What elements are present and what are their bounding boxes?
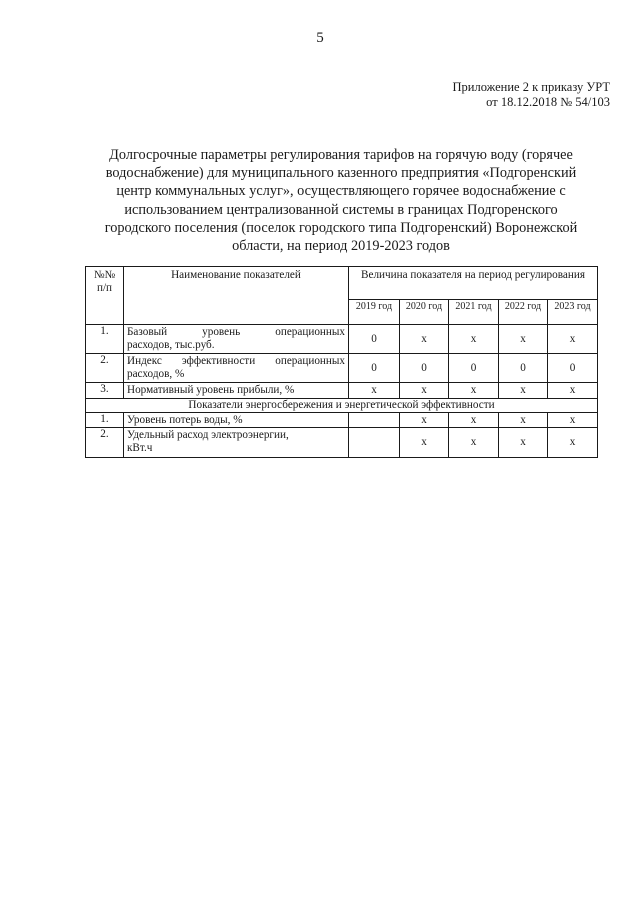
value-cell [349, 428, 400, 458]
title-line-3: центр коммунальных услуг», осуществляющего горячее водоснабжение с [116, 183, 566, 200]
row-name-line-2: расходов, тыс.руб. [127, 338, 215, 351]
title-line-6: области, на период 2019-2023 годов [232, 238, 450, 255]
table-row [86, 325, 598, 354]
row-name: Нормативный уровень прибыли, % [124, 383, 349, 399]
appendix-line-2: от 18.12.2018 № 54/103 [486, 95, 610, 109]
row-name-line-1: Удельный расход электроэнергии, [127, 429, 289, 441]
value-cell: x [400, 383, 449, 399]
header-value: Величина показателя на период регулирования [349, 267, 598, 300]
value-cell: x [499, 383, 548, 399]
value-cell: 0 [548, 354, 598, 383]
header-year-2023: 2023 год [548, 300, 598, 325]
table-row [86, 412, 598, 428]
appendix-reference [453, 80, 611, 110]
value-cell: x [499, 412, 548, 428]
header-year-2020: 2020 год [400, 300, 449, 325]
title-line-4: использованием централизованной системы в границах Подгоренского [124, 201, 558, 218]
value-cell: x [548, 325, 598, 354]
header-name: Наименование показателей [124, 267, 349, 325]
value-cell: x [499, 428, 548, 458]
value-cell: x [548, 412, 598, 428]
row-name [124, 354, 349, 383]
value-cell: 0 [499, 354, 548, 383]
value-cell [349, 412, 400, 428]
row-name-line-2: расходов, % [127, 367, 185, 380]
value-cell: x [548, 428, 598, 458]
value-cell: 0 [349, 354, 400, 383]
value-cell: x [400, 412, 449, 428]
value-cell: x [449, 428, 499, 458]
value-cell: x [449, 412, 499, 428]
value-cell: x [499, 325, 548, 354]
value-cell: x [400, 428, 449, 458]
section-header-row [86, 398, 598, 412]
row-num: 2. [86, 428, 124, 458]
header-num: №№ п/п [86, 267, 124, 325]
value-cell: x [449, 383, 499, 399]
header-year-2021: 2021 год [449, 300, 499, 325]
title-line-2: водоснабжение) для муниципального казенного предприятия «Подгоренский [105, 165, 577, 182]
document-title [86, 146, 596, 255]
row-num: 1. [86, 325, 124, 354]
value-cell: 0 [449, 354, 499, 383]
row-name-line-2: кВт.ч [127, 441, 153, 454]
value-cell: 0 [400, 354, 449, 383]
row-num: 2. [86, 354, 124, 383]
value-cell: x [349, 383, 400, 399]
row-num: 1. [86, 412, 124, 428]
table-row [86, 428, 598, 458]
row-name-line-1: Индекс эффективности операционных [127, 355, 345, 367]
page-number: 5 [316, 30, 324, 46]
value-cell: x [400, 325, 449, 354]
title-line-5: городского поселения (поселок городского типа Подгоренский) Воронежской [104, 219, 578, 236]
row-name-line-1: Базовый уровень операционных [127, 326, 345, 338]
row-num: 3. [86, 383, 124, 399]
value-cell: x [449, 325, 499, 354]
value-cell: 0 [349, 325, 400, 354]
appendix-line-1: Приложение 2 к приказу УРТ [452, 80, 610, 94]
header-year-2019: 2019 год [349, 300, 400, 325]
parameters-table [85, 266, 598, 458]
value-cell: x [548, 383, 598, 399]
row-name [124, 428, 349, 458]
row-name: Уровень потерь воды, % [124, 412, 349, 428]
table-row [86, 354, 598, 383]
title-line-1: Долгосрочные параметры регулирования тарифов на горячую воду (горячее [109, 147, 573, 163]
row-name [124, 325, 349, 354]
table-row [86, 383, 598, 399]
table-header-row [86, 267, 598, 300]
section-title: Показатели энергосбережения и энергетической эффективности [86, 398, 598, 412]
header-year-2022: 2022 год [499, 300, 548, 325]
